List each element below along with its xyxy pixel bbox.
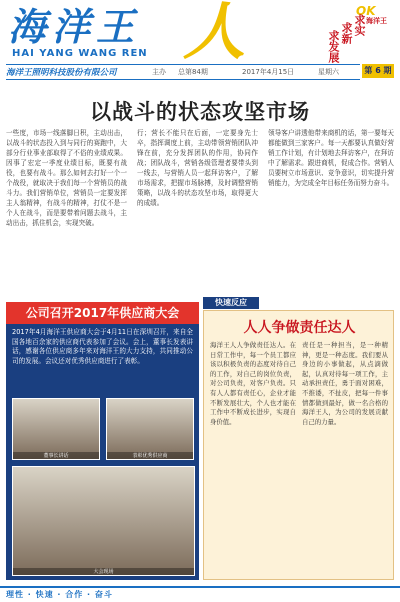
issue-number-badge: 第 6 期	[362, 64, 394, 78]
photo-award	[106, 398, 194, 460]
masthead-subtitle: HAI YANG WANG REN	[12, 48, 148, 59]
photo-speech-caption: 董事长讲话	[13, 452, 99, 459]
fast-feedback-column-2: 责任是一种担当，是一种精神，更是一种态度。我们要从身边的小事做起，从点滴做起，认真对待每一项工作，主动承担责任，勇于面对困难，不推诿，不扯皮，把每一件事情都做到最好，做一名合格的海洋王人，为公司的发展贡献自己的力量。	[302, 341, 388, 426]
slogan-1: 求实	[353, 14, 366, 36]
photo-award-caption: 表彰优秀供应商	[107, 452, 193, 459]
ok-logo-subtitle: 海洋王	[366, 17, 387, 25]
supply-conference-section	[6, 302, 199, 580]
photo-venue	[12, 466, 195, 576]
info-date: 2017年4月15日	[242, 68, 295, 76]
masthead-big-character: 人	[183, 0, 246, 68]
fast-feedback-column-1: 海洋王人人争做责任达人。在日常工作中，每一个员工都应该以积极负责的态度对待自己的工作，对自己的岗位负责，对公司负责，对客户负责。只有人人都有责任心，企业才能不断发展壮大，个人也才能在工作中不断成长进步，实现自身价值。	[210, 341, 296, 426]
supply-conference-heading: 公司召开2017年供应商大会	[6, 302, 199, 324]
fast-feedback-section	[203, 310, 394, 580]
fast-feedback-title: 人人争做责任达人	[243, 320, 356, 336]
photo-speech	[12, 398, 100, 460]
article-column-2: 行；营长不能只在后面，一定要身先士卒，指挥调度上前，主动带领营销团队冲锋在前，充分发挥团队的作用，协同作战；团队战斗，营销各级管理者要带头到一线去，与营销人员一起拜访客户，了解市场需求，把握市场脉搏，及时调整营销策略，以战斗的状态攻坚市场，取得更大的成绩。	[137, 129, 258, 207]
info-bar	[6, 64, 360, 80]
info-sponsor: 主办	[152, 68, 166, 76]
info-weekday: 星期六	[318, 68, 339, 76]
info-issue-total: 总第84期	[178, 68, 208, 76]
publisher-name: 海洋王照明科技股份有限公司	[6, 68, 117, 78]
supply-conference-body: 2017年4月海洋王供应商大会于4月11日在深圳召开，来自全国各地百余家的供应商代表参加了会议。会上，董事长发表讲话，感谢各位供应商多年来对海洋王的大力支持，共同推动公司的发展。会议还对优秀供应商进行了表彰。	[12, 328, 193, 365]
footer-motto: 理性 · 快速 · 合作 · 奋斗	[6, 590, 113, 599]
slogan-2: 求新	[340, 22, 353, 44]
photo-venue-caption: 大会现场	[13, 568, 194, 575]
fast-feedback-tag: 快速反应	[203, 297, 259, 309]
article-column-3: 领导客户讲透他带来商机的话，第一要每天都能做到三家客户。每一天都要认真做好营销工作计划，有计划地去拜访客户，在拜访中了解需求。跟进商机，促成合作。营销人员要树立市场意识、竞争意识，切实提升营销能力，为完成全年目标任务而努力奋斗。	[268, 129, 394, 187]
slogan-3: 求发展	[327, 30, 340, 63]
masthead-title: 海洋王	[8, 4, 141, 49]
article-column-1: 一些度，市场一线落脚日积，主动出击，以战斗的状态投入到与同行的赛跑中，大部分行业事业部取得了不俗的业绩成果。因事了宏定一季度业绩目标，既要有战役，也要有战斗。那么如何去打好一个一个战役，就取决于我们每一个营销员的战斗力。我们营销单位，营销员一定要发挥主人翁精神，有战斗的精神，打仗不是一个人在战斗，而是要带着问题去战斗，主动出击，抓住机会，实现突破。	[6, 129, 127, 227]
article-headline: 以战斗的状态攻坚市场	[90, 100, 310, 124]
ok-logo: OK	[356, 4, 376, 18]
